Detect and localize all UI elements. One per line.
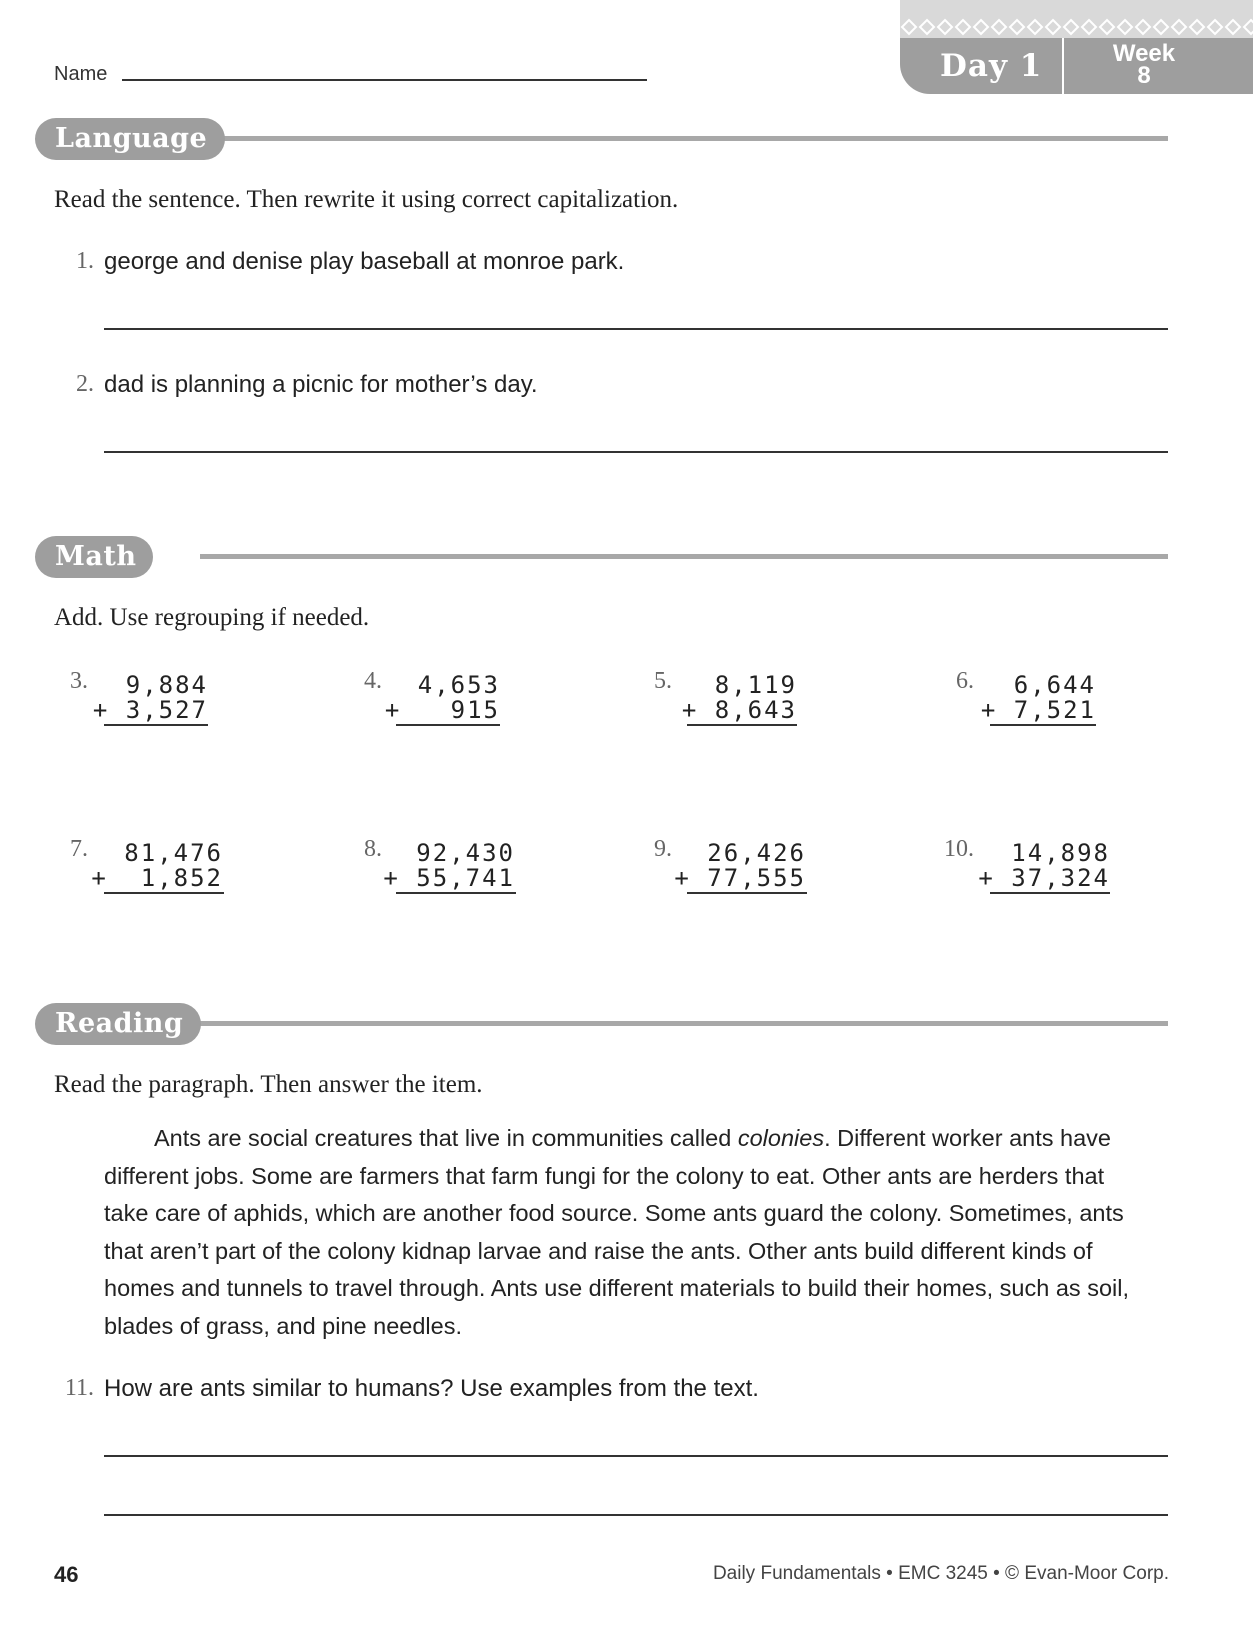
addend-bottom: + 55,741 [383,864,515,892]
item-11-answer-line-1[interactable] [104,1455,1168,1457]
reading-heading: Reading [35,1003,201,1045]
name-label: Name [54,63,108,85]
reading-instruction: Read the paragraph. Then answer the item. [54,1071,483,1098]
addend-bottom: + 8,643 [681,696,797,724]
addend-bottom: + 7,521 [980,696,1096,724]
reading-passage [104,1120,1144,1345]
math-heading: Math [35,536,153,578]
problem-number: 5. [654,668,672,694]
header-pattern [900,18,1253,36]
week-label [1064,40,1224,92]
item-11-question: How are ants similar to humans? Use examples from the text. [104,1375,759,1402]
math-instruction: Add. Use regrouping if needed. [54,604,370,631]
sum-line [104,892,224,894]
language-instruction: Read the sentence. Then rewrite it using correct capitalization. [54,186,679,213]
item-1-sentence: george and denise play baseball at monroe park. [104,248,625,275]
addend-top: 6,644 [1013,671,1096,699]
sum-line [104,724,208,726]
addend-top: 8,119 [714,671,797,699]
problem-number: 7. [70,836,88,862]
problem-number: 3. [70,668,88,694]
day-label: Day 1 [940,48,1043,84]
sum-line [990,892,1110,894]
item-2-sentence: dad is planning a picnic for mother’s day. [104,371,538,398]
addend-bottom: + 77,555 [674,864,806,892]
problem-number: 9. [654,836,672,862]
problem-number: 8. [364,836,382,862]
item-2-number: 2. [76,371,94,397]
addend-top: 9,884 [125,671,208,699]
addend-top: 14,898 [1011,839,1110,867]
footer-credit: Daily Fundamentals • EMC 3245 • © Evan-Moor Corp. [712,1563,1169,1584]
reading-rule [200,1021,1168,1026]
sum-line [990,724,1096,726]
item-11-answer-line-2[interactable] [104,1514,1168,1516]
problem-number: 10. [944,836,974,862]
addend-bottom: + 915 [384,696,500,724]
sum-line [687,892,807,894]
week-number: 8 [1137,62,1151,89]
problem-number: 6. [956,668,974,694]
addend-top: 92,430 [416,839,515,867]
item-2-answer-line[interactable] [104,451,1168,453]
addend-bottom: + 3,527 [92,696,208,724]
item-1-answer-line[interactable] [104,328,1168,330]
problem-number: 4. [364,668,382,694]
item-11-number: 11. [64,1375,94,1401]
week-word: Week [1112,40,1176,67]
name-field[interactable] [122,79,647,81]
language-rule [200,136,1168,141]
addend-top: 81,476 [124,839,223,867]
page-number: 46 [54,1562,79,1587]
language-heading: Language [35,118,225,160]
addend-top: 4,653 [417,671,500,699]
passage-text-start: Ants are social creatures that live in communities called [154,1125,738,1151]
sum-line [396,724,500,726]
math-rule [200,554,1168,559]
addend-bottom: + 1,852 [91,864,223,892]
sum-line [396,892,516,894]
sum-line [687,724,797,726]
passage-term-colonies: colonies [737,1125,825,1151]
item-1-number: 1. [76,248,94,274]
addend-bottom: + 37,324 [978,864,1110,892]
passage-text-rest: . Different worker ants have different jobs. Some are farmers that farm fungi for the colony to eat. Other ants are herders that take care of aphids, which are another food source. Some ants guard the colony. Sometimes, ants that aren’t part of the colony kidnap larvae and raise the ants. Other ants build different kinds of homes and tunnels to travel through. Ants use different materials to build their homes, such as soil, blades of grass, and pine needles. [104,1125,1129,1339]
addend-top: 26,426 [707,839,806,867]
